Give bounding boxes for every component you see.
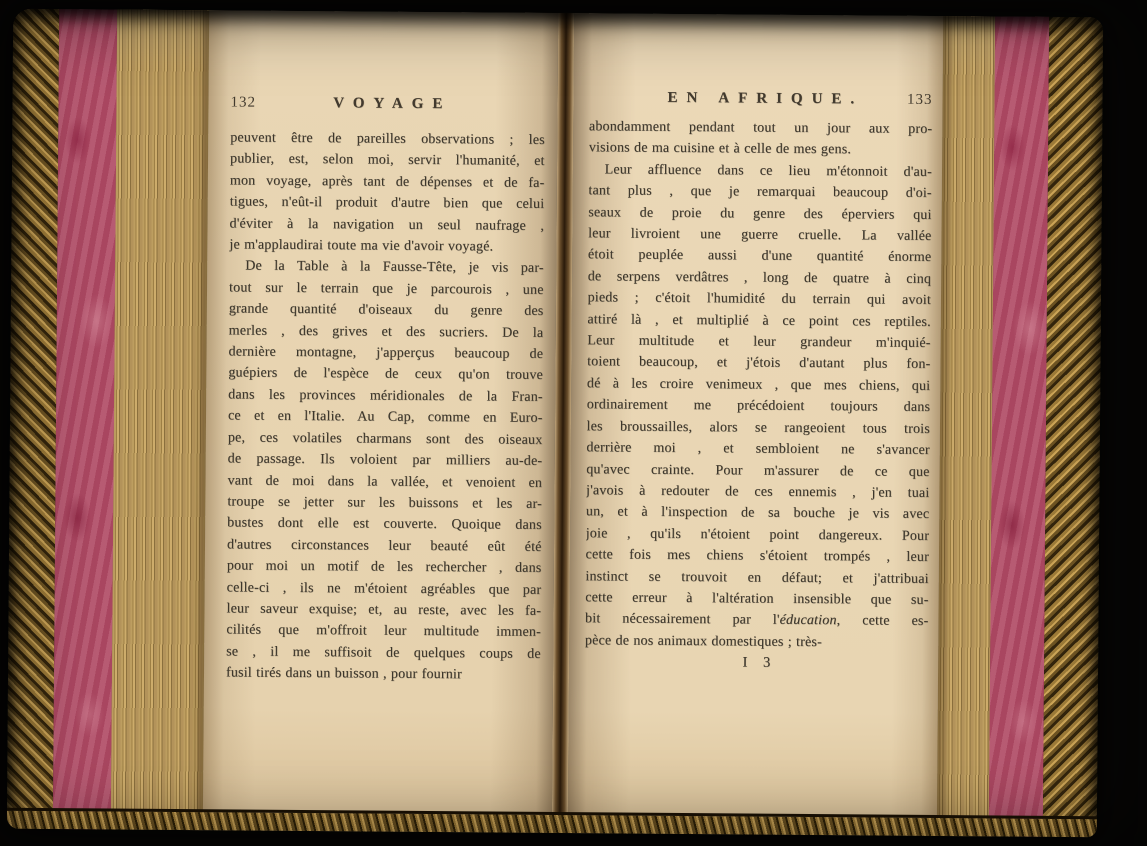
- text-line: derrière moi , et sembloient ne s'avancer: [586, 440, 930, 459]
- text-line: pieds ; c'étoit l'humidité du terrain qui avoit: [587, 290, 932, 309]
- text-line: fusil tirés dans un buisson , pour fournir: [225, 665, 462, 683]
- left-page: [203, 10, 558, 833]
- text-line: de passage. Ils voloient par milliers au-de-: [227, 451, 543, 469]
- left-page-header: [230, 94, 545, 113]
- text-line: De la Table à la Fausse-Tête, je vis par-: [245, 258, 544, 277]
- text-line: cilités que m'offroit leur multitude immen-: [226, 622, 542, 641]
- gilt-page-edges-right: [937, 16, 995, 836]
- text-line: joie , qu'ils n'étoient point dangereux. Pour: [585, 525, 930, 544]
- text-line: ordinairement me précédoient toujours dans: [586, 397, 931, 416]
- text-line: un, et à l'inspection de sa bouche je vis avec: [585, 504, 930, 523]
- right-text-block: [585, 116, 933, 654]
- text-line: pour moi un motif de les rechercher , dans: [226, 558, 542, 577]
- text-line: tigues, n'eût-il produit d'autre bien que celui: [229, 194, 545, 213]
- text-line: bit nécessairement par l'éducation, cette es-: [585, 611, 929, 630]
- signature-mark: I 3: [742, 654, 777, 671]
- left-page-number: 132: [230, 94, 257, 111]
- text-line: de serpens verdâtres , long de quatre à cinq: [587, 269, 932, 287]
- text-line: ce et en l'Italie. Au Cap, comme en Euro-: [227, 408, 543, 427]
- text-line: leur saveur exquise; et, au reste, avec les fa-: [226, 601, 542, 619]
- left-text-block: [226, 127, 545, 686]
- text-line: Leur affluence dans ce lieu m'étonnoit d'au-: [604, 162, 933, 180]
- text-line: tant plus , que je remarquai beaucoup d'oi-: [588, 183, 932, 202]
- text-line: instinct se trouvoit en défaut; et j'attribuai: [585, 568, 929, 587]
- right-page-header: [589, 89, 933, 109]
- gilt-board-edge-left: [7, 9, 59, 829]
- text-line: j'avois à redouter de ces ennemis , j'en tuai: [586, 483, 930, 501]
- text-line: se , il me suffisoit de quelques coups de: [226, 644, 541, 662]
- text-line: d'autres circonstances leur beauté eût été: [226, 537, 542, 555]
- text-line: mon voyage, après tant de dépenses et de fa-: [229, 173, 545, 191]
- text-line: les broussailles, alors se rangeoient tous trois: [586, 418, 931, 437]
- text-line: abondamment pendant tout un jour aux pro-: [588, 119, 933, 137]
- text-line: peuvent être de pareilles observations ; les: [230, 130, 545, 148]
- text-line: cette erreur à l'altération insensible que su-: [585, 590, 929, 608]
- text-line: troupe se jetter sur les buissons et les ar-: [227, 494, 543, 512]
- text-line: pe, ces volatiles charmans sont des oiseaux: [227, 430, 543, 448]
- text-line: leur livroient une guerre cruelle. La vallée: [588, 226, 932, 244]
- left-running-header: VOYAGE: [333, 95, 452, 113]
- text-line: cette fois mes chiens s'étoient trompés , leur: [585, 547, 930, 566]
- text-line: je m'applaudirai toute ma vie d'avoir voyagé.: [229, 237, 494, 255]
- text-line: publier, est, selon moi, servir l'humanité, et: [230, 151, 545, 170]
- marbled-endpaper-left: [53, 9, 117, 829]
- text-line: dans les provinces méridionales de la Fran-: [228, 387, 543, 405]
- text-line: grande quantité d'oiseaux du genre des: [228, 301, 544, 320]
- text-line: toient beaucoup, et j'étois d'autant plus fon-: [587, 354, 931, 373]
- text-line: d'éviter à la navigation un seul naufrage ,: [229, 216, 545, 234]
- text-line: visions de ma cuisine et à celle de mes gens.: [588, 140, 852, 158]
- marbled-endpaper-right: [989, 16, 1049, 836]
- text-line: qu'avec crainte. Pour m'assurer de ce que: [586, 461, 930, 480]
- text-line: vant de moi dans la vallée, et venoient en: [227, 472, 543, 491]
- text-line: étoit peuplée aussi d'une quantité énorme: [587, 247, 932, 266]
- gilt-board-edge-right: [1043, 17, 1103, 837]
- text-line: pèce de nos animaux domestiques ; très-: [584, 632, 823, 650]
- text-line: celle-ci , ils ne m'étoient agréables que par: [226, 579, 542, 598]
- text-line: guépiers de l'espèce de ceux qu'on trouve: [228, 365, 544, 384]
- right-running-header: EN AFRIQUE.: [667, 89, 864, 108]
- text-line: dernière montagne, j'apperçus beaucoup de: [228, 344, 544, 362]
- text-line: merles , des grives et des sucriers. De la: [228, 323, 544, 341]
- text-line: seaux de proie du genre des éperviers qui: [588, 204, 932, 223]
- text-line: dé à les croire venimeux , que mes chiens, qui: [586, 376, 931, 394]
- right-page-number: 133: [906, 91, 933, 108]
- text-line: attiré là , et multiplié à ce point ces reptiles.: [587, 311, 931, 330]
- text-line: tout sur le terrain que je parcourois , une: [228, 280, 544, 298]
- text-line: bustes dont elle est couverte. Quoique dans: [227, 515, 542, 534]
- right-page: [567, 13, 943, 836]
- open-book: [7, 9, 1103, 838]
- text-line: Leur multitude et leur grandeur m'inquié-: [587, 333, 931, 352]
- gilt-page-edges-left: [111, 10, 209, 831]
